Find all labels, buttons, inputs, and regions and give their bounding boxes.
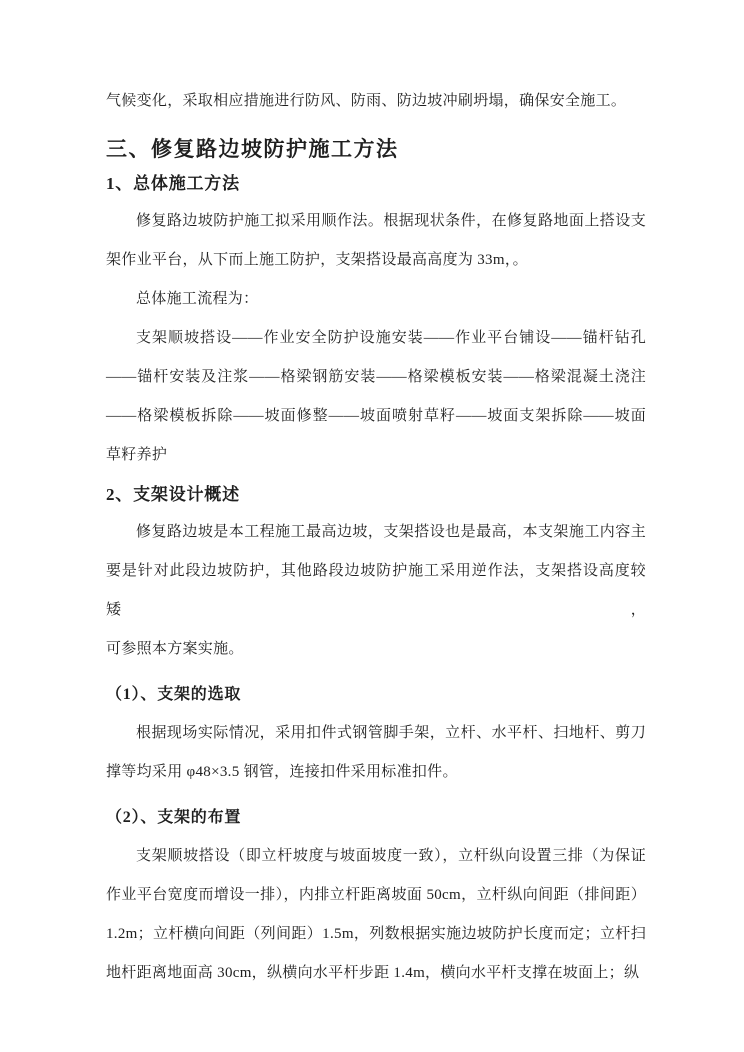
text-line: 可参照本方案实施。: [106, 641, 244, 657]
heading-2: 2、支架设计概述: [106, 485, 240, 504]
text-line: 撑等均采用 φ48×3.5 钢管，连接扣件采用标准扣件。: [106, 764, 458, 780]
text-line: 1.2m；立杆横向间距（列间距）1.5m，列数根据实施边坡防护长度而定；立杆扫: [106, 926, 646, 942]
text-line: 架作业平台，从下而上施工防护，支架搭设最高高度为 33m，。: [106, 252, 528, 268]
text-line: 地杆距离地面高 30cm，纵横向水平杆步距 1.4m，横向水平杆支撑在坡面上；纵: [106, 965, 640, 981]
heading-3: （2）、支架的布置: [106, 809, 242, 826]
text-line: ——锚杆安装及注浆——格梁钢筋安装——格梁模板安装——格梁混凝土浇注: [106, 369, 646, 385]
text-line: 要是针对此段边坡防护，其他路段边坡防护施工采用逆作法，支架搭设高度较矮，: [106, 563, 646, 618]
text-line: 支架顺坡搭设（即立杆坡度与坡面坡度一致），立杆纵向设置三排（为保证: [136, 848, 646, 864]
text-line: ——格梁模板拆除——坡面修整——坡面喷射草籽——坡面支架拆除——坡面: [106, 408, 646, 424]
text-line: 作业平台宽度而增设一排），内排立杆距离坡面 50cm，立杆纵向间距（排间距）: [106, 887, 646, 903]
text-line: 草籽养护: [106, 447, 168, 463]
heading-3: （1）、支架的选取: [106, 686, 242, 703]
heading-2: 1、总体施工方法: [106, 174, 240, 193]
continuation-line: 气候变化，采取相应措施进行防风、防雨、防边坡冲刷坍塌，确保安全施工。: [106, 93, 627, 109]
paragraph: [106, 202, 646, 280]
text-line: 总体施工流程为：: [136, 291, 259, 307]
paragraph: [106, 837, 646, 993]
text-line: 支架顺坡搭设——作业安全防护设施安装——作业平台铺设——锚杆钻孔: [136, 330, 646, 346]
text-line: 根据现场实际情况，采用扣件式钢管脚手架，立杆、水平杆、扫地杆、剪刀: [136, 725, 646, 741]
paragraph: [106, 280, 646, 319]
text-line: 修复路边坡防护施工拟采用顺作法。根据现状条件，在修复路地面上搭设支: [136, 213, 646, 229]
heading-1: 三、修复路边坡防护施工方法: [106, 137, 399, 161]
paragraph: [106, 714, 646, 792]
paragraph: [106, 319, 646, 475]
text-line: 修复路边坡是本工程施工最高边坡，支架搭设也是最高，本支架施工内容主: [136, 524, 646, 540]
paragraph: [106, 513, 646, 669]
